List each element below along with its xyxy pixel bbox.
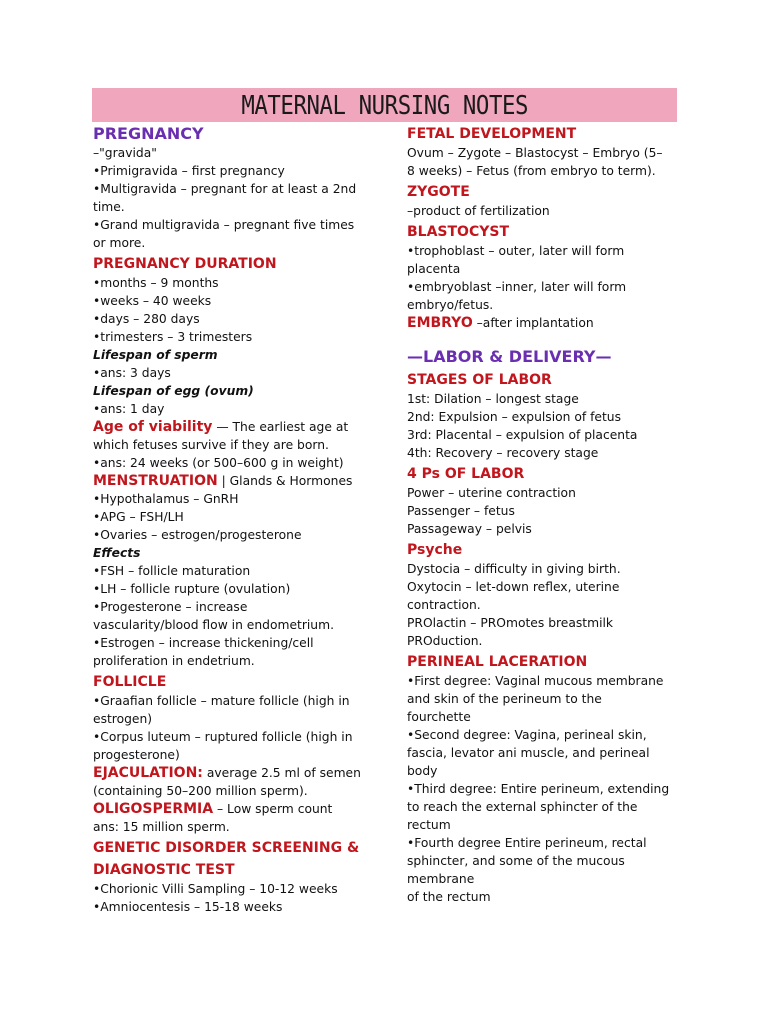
text-line: •LH – follicle rupture (ovulation) — [93, 582, 291, 596]
section-heading: 4 Ps OF LABOR — [407, 466, 525, 482]
title-banner — [92, 88, 677, 122]
text-line: •Amniocentesis – 15-18 weeks — [93, 900, 283, 914]
text-line: fourchette — [407, 710, 471, 724]
section-heading: Psyche — [407, 542, 463, 558]
section-heading-text: average 2.5 ml of semen — [202, 766, 361, 780]
section-heading-text: — The earliest age at — [212, 420, 349, 434]
text-line: –"gravida" — [93, 146, 157, 160]
section-heading: FOLLICLE — [93, 674, 167, 690]
section-heading-inline — [407, 314, 682, 332]
text-line: •trimesters – 3 trimesters — [93, 330, 253, 344]
section-heading: EMBRYO — [407, 315, 473, 331]
text-line: rectum — [407, 818, 451, 832]
section-heading: OLIGOSPERMIA — [93, 801, 214, 817]
text-line: Passenger – fetus — [407, 504, 515, 518]
section-heading: STAGES OF LABOR — [407, 372, 552, 388]
text-line: •APG – FSH/LH — [93, 510, 184, 524]
text-line: •weeks – 40 weeks — [93, 294, 212, 308]
text-line: •Multigravida – pregnant for at least a 2nd — [93, 182, 357, 196]
section-heading: EJACULATION: — [93, 765, 203, 781]
text-line: vascularity/blood flow in endometrium. — [93, 618, 334, 632]
section-heading-inline — [93, 800, 383, 818]
text-line: •days – 280 days — [93, 312, 200, 326]
text-line: 4th: Recovery – recovery stage — [407, 446, 599, 460]
text-line: •embryoblast –inner, later will form — [407, 280, 627, 294]
section-divider-heading: —LABOR & DELIVERY— — [407, 347, 612, 366]
text-line: •Hypothalamus – GnRH — [93, 492, 239, 506]
text-line: •ans: 3 days — [93, 366, 171, 380]
section-heading: ZYGOTE — [407, 184, 470, 200]
text-line: time. — [93, 200, 125, 214]
text-line: body — [407, 764, 438, 778]
text-line: ans: 15 million sperm. — [93, 820, 230, 834]
text-line: Passageway – pelvis — [407, 522, 532, 536]
section-heading-inline — [93, 764, 383, 782]
text-line: and skin of the perineum to the — [407, 692, 602, 706]
section-heading-text: | Glands & Hormones — [217, 474, 353, 488]
text-line: •trophoblast – outer, later will form — [407, 244, 625, 258]
text-line: •Estrogen – increase thickening/cell — [93, 636, 314, 650]
text-line: sphincter, and some of the mucous — [407, 854, 625, 868]
section-heading: FETAL DEVELOPMENT — [407, 126, 577, 142]
text-line: •Third degree: Entire perineum, extending — [407, 782, 670, 796]
text-line: Dystocia – difficulty in giving birth. — [407, 562, 621, 576]
section-heading-inline — [93, 472, 383, 490]
text-line: PROlactin – PROmotes breastmilk — [407, 616, 614, 630]
text-line: progesterone) — [93, 748, 180, 762]
text-line: Lifespan of sperm — [93, 348, 218, 362]
text-line: •Primigravida – first pregnancy — [93, 164, 285, 178]
text-line: Effects — [93, 546, 141, 560]
section-heading: Age of viability — [93, 419, 213, 435]
text-line: •FSH – follicle maturation — [93, 564, 251, 578]
section-heading: PERINEAL LACERATION — [407, 654, 588, 670]
text-line: •Ovaries – estrogen/progesterone — [93, 528, 302, 542]
text-line: •First degree: Vaginal mucous membrane — [407, 674, 664, 688]
text-line: Power – uterine contraction — [407, 486, 576, 500]
right-column — [407, 122, 682, 906]
text-line: embryo/fetus. — [407, 298, 494, 312]
text-line: •Graafian follicle – mature follicle (high in — [93, 694, 350, 708]
text-line: Ovum – Zygote – Blastocyst – Embryo (5– — [407, 146, 663, 160]
text-line: Oxytocin – let-down reflex, uterine — [407, 580, 620, 594]
text-line: 3rd: Placental – expulsion of placenta — [407, 428, 638, 442]
text-line: which fetuses survive if they are born. — [93, 438, 329, 452]
left-column — [93, 122, 383, 916]
text-line: contraction. — [407, 598, 481, 612]
text-line: •Chorionic Villi Sampling – 10-12 weeks — [93, 882, 338, 896]
text-line: 2nd: Expulsion – expulsion of fetus — [407, 410, 622, 424]
page-title: MATERNAL NURSING NOTES — [241, 91, 528, 121]
text-line: fascia, levator ani muscle, and perineal — [407, 746, 650, 760]
section-heading-text: – Low sperm count — [213, 802, 333, 816]
text-line: •Grand multigravida – pregnant five times — [93, 218, 355, 232]
text-line: proliferation in endetrium. — [93, 654, 255, 668]
section-heading: PREGNANCY DURATION — [93, 256, 277, 272]
section-heading: DIAGNOSTIC TEST — [93, 862, 235, 878]
text-line: •months – 9 months — [93, 276, 219, 290]
section-heading-inline — [93, 418, 383, 436]
section-heading-text: –after implantation — [472, 316, 594, 330]
text-line: •Corpus luteum – ruptured follicle (high in — [93, 730, 353, 744]
text-line: PROduction. — [407, 634, 483, 648]
text-line: –product of fertilization — [407, 204, 550, 218]
text-line: 1st: Dilation – longest stage — [407, 392, 579, 406]
section-heading: BLASTOCYST — [407, 224, 510, 240]
section-heading: GENETIC DISORDER SCREENING & — [93, 840, 360, 856]
text-line: of the rectum — [407, 890, 491, 904]
text-line: to reach the external sphincter of the — [407, 800, 638, 814]
text-line: 8 weeks) – Fetus (from embryo to term). — [407, 164, 656, 178]
section-heading: PREGNANCY — [93, 124, 204, 143]
text-line: (containing 50–200 million sperm). — [93, 784, 308, 798]
text-line: membrane — [407, 872, 475, 886]
section-heading: MENSTRUATION — [93, 473, 218, 489]
text-line: Lifespan of egg (ovum) — [93, 384, 254, 398]
text-line: estrogen) — [93, 712, 153, 726]
text-line: or more. — [93, 236, 146, 250]
text-line: placenta — [407, 262, 461, 276]
text-line: •Progesterone – increase — [93, 600, 248, 614]
text-line: •ans: 24 weeks (or 500–600 g in weight) — [93, 456, 344, 470]
text-line: •ans: 1 day — [93, 402, 165, 416]
text-line: •Fourth degree Entire perineum, rectal — [407, 836, 647, 850]
text-line: •Second degree: Vagina, perineal skin, — [407, 728, 647, 742]
